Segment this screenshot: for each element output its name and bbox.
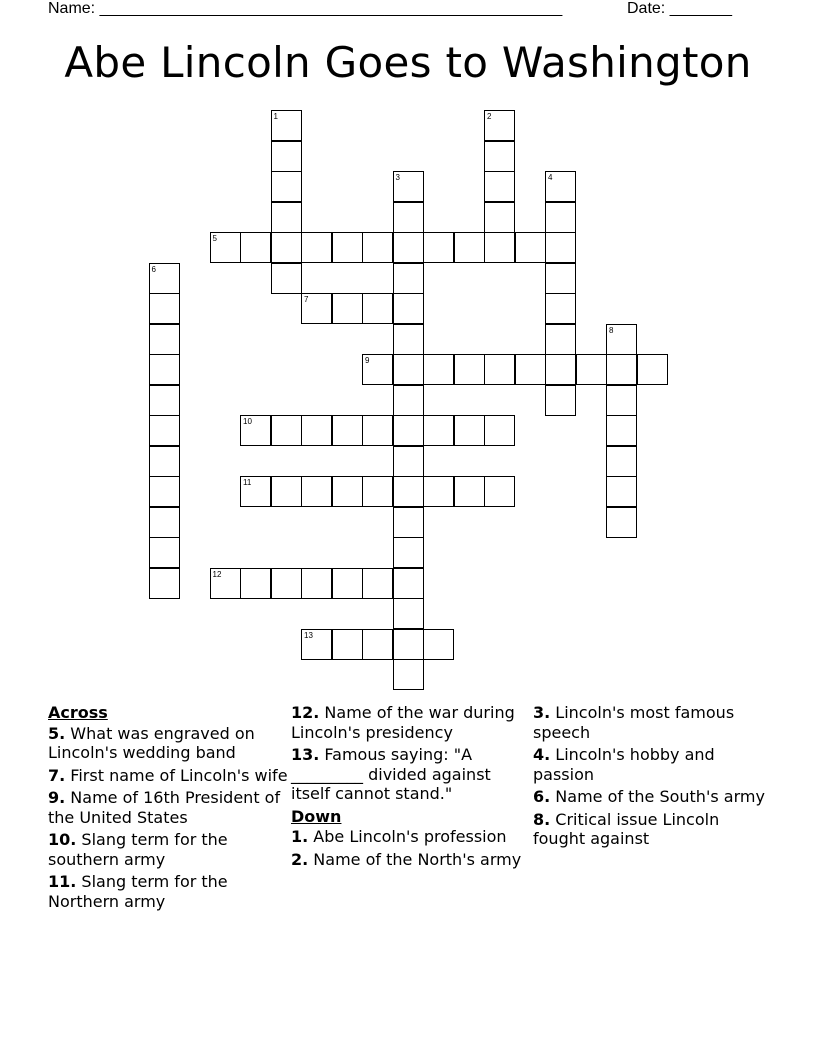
grid-cell[interactable] — [545, 202, 576, 233]
grid-cell[interactable] — [332, 415, 363, 446]
grid-cell[interactable] — [393, 598, 424, 629]
grid-cell[interactable] — [393, 354, 424, 385]
clue-number: 9 — [365, 356, 370, 365]
grid-cell[interactable] — [271, 171, 302, 202]
grid-cell[interactable] — [332, 568, 363, 599]
grid-cell[interactable] — [149, 446, 180, 477]
grid-cell[interactable] — [454, 476, 485, 507]
grid-cell[interactable] — [606, 385, 637, 416]
grid-cell[interactable] — [423, 415, 454, 446]
grid-cell[interactable] — [393, 476, 424, 507]
grid-cell[interactable] — [362, 232, 393, 263]
grid-cell[interactable] — [210, 232, 241, 263]
clue-number: 12. — [291, 703, 320, 722]
grid-cell[interactable] — [393, 415, 424, 446]
down-clue — [291, 827, 531, 847]
grid-cell[interactable] — [484, 415, 515, 446]
clue-text: Abe Lincoln's profession — [308, 827, 507, 846]
clue-text: Lincoln's most famous speech — [533, 703, 735, 742]
grid-cell[interactable] — [271, 476, 302, 507]
name-field[interactable]: Name: ____________________________________________________ — [48, 0, 563, 17]
grid-cell[interactable] — [301, 568, 332, 599]
grid-cell[interactable] — [484, 202, 515, 233]
clues-column-3 — [533, 703, 773, 852]
clue-text: Slang term for the Northern army — [48, 872, 228, 911]
grid-cell[interactable] — [271, 141, 302, 172]
grid-cell[interactable] — [454, 232, 485, 263]
clue-text: Name of 16th President of the United States — [48, 788, 281, 827]
clue-number: 10 — [243, 417, 252, 426]
grid-cell[interactable] — [149, 537, 180, 568]
grid-cell[interactable] — [149, 476, 180, 507]
grid-cell[interactable] — [484, 141, 515, 172]
grid-cell[interactable] — [149, 507, 180, 538]
grid-cell[interactable] — [545, 293, 576, 324]
clue-number: 11. — [48, 872, 77, 891]
down-clue — [533, 745, 773, 784]
clue-number: 8. — [533, 809, 551, 829]
grid-cell[interactable] — [393, 324, 424, 355]
grid-cell[interactable] — [606, 354, 637, 385]
clue-text: Famous saying: "A _________ divided against itself cannot stand." — [291, 745, 491, 803]
grid-cell[interactable] — [606, 476, 637, 507]
grid-cell[interactable] — [393, 537, 424, 568]
across-clue — [48, 872, 288, 911]
grid-cell[interactable] — [362, 476, 393, 507]
grid-cell[interactable] — [393, 263, 424, 294]
grid-cell[interactable] — [332, 629, 363, 660]
grid-cell[interactable] — [362, 293, 393, 324]
grid-cell[interactable] — [393, 507, 424, 538]
grid-cell[interactable] — [240, 232, 271, 263]
clue-text: Name of the North's army — [308, 849, 522, 869]
grid-cell[interactable] — [149, 324, 180, 355]
grid-cell[interactable] — [484, 110, 515, 141]
across-clue — [48, 766, 288, 786]
clue-number: 5. — [48, 723, 66, 743]
clue-text: What was engraved on Lincoln's wedding band — [48, 723, 255, 762]
clue-number: 2 — [487, 112, 492, 121]
grid-cell[interactable] — [240, 568, 271, 599]
down-heading: Down — [291, 806, 342, 826]
grid-cell[interactable] — [271, 263, 302, 294]
grid-cell[interactable] — [271, 568, 302, 599]
grid-cell[interactable] — [149, 568, 180, 599]
clue-number: 6 — [151, 264, 156, 274]
clue-number: 1. — [291, 827, 309, 846]
grid-cell[interactable] — [423, 232, 454, 263]
grid-cell[interactable] — [149, 385, 180, 416]
grid-cell[interactable] — [240, 476, 271, 507]
grid-cell[interactable] — [271, 110, 302, 141]
grid-cell[interactable] — [393, 385, 424, 416]
clue-number: 1 — [273, 112, 278, 121]
clue-number: 7. — [48, 765, 66, 785]
grid-cell[interactable] — [454, 354, 485, 385]
clue-number: 10. — [48, 830, 77, 849]
grid-cell[interactable] — [606, 324, 637, 355]
grid-cell[interactable] — [271, 232, 302, 263]
grid-cell[interactable] — [423, 476, 454, 507]
clue-number: 13 — [304, 630, 313, 640]
grid-cell[interactable] — [484, 232, 515, 263]
grid-cell[interactable] — [576, 354, 607, 385]
down-clue — [291, 850, 531, 870]
grid-cell[interactable] — [210, 568, 241, 599]
grid-cell[interactable] — [393, 629, 424, 660]
grid-cell[interactable] — [301, 293, 332, 324]
grid-cell[interactable] — [301, 415, 332, 446]
grid-cell[interactable] — [484, 171, 515, 202]
grid-cell[interactable] — [545, 263, 576, 294]
grid-cell[interactable] — [301, 476, 332, 507]
clue-number: 3. — [533, 703, 551, 722]
clue-number: 12 — [212, 569, 222, 579]
clue-text: Lincoln's hobby and passion — [533, 745, 715, 784]
grid-cell[interactable] — [149, 263, 180, 294]
grid-cell[interactable] — [545, 324, 576, 355]
grid-cell[interactable] — [606, 507, 637, 538]
grid-cell[interactable] — [362, 415, 393, 446]
grid-cell[interactable] — [545, 385, 576, 416]
across-clue — [48, 788, 288, 827]
clue-number: 9. — [48, 788, 66, 807]
grid-cell[interactable] — [454, 415, 485, 446]
date-field[interactable]: Date: _______ — [627, 0, 732, 17]
grid-cell[interactable] — [545, 232, 576, 263]
grid-cell[interactable] — [484, 476, 515, 507]
page-title: Abe Lincoln Goes to Washington — [64, 38, 752, 87]
clue-text: Slang term for the southern army — [48, 830, 228, 869]
grid-cell[interactable] — [362, 354, 393, 385]
clue-number: 11 — [243, 478, 252, 487]
grid-cell[interactable] — [484, 354, 515, 385]
grid-cell[interactable] — [271, 202, 302, 233]
grid-cell[interactable] — [362, 568, 393, 599]
clue-number: 6. — [533, 787, 551, 806]
grid-cell[interactable] — [423, 629, 454, 660]
grid-cell[interactable] — [545, 354, 576, 385]
grid-cell[interactable] — [271, 415, 302, 446]
clue-text: First name of Lincoln's wife — [65, 765, 288, 785]
grid-cell[interactable] — [515, 354, 546, 385]
grid-cell[interactable] — [362, 629, 393, 660]
across-clue — [48, 724, 288, 763]
clue-number: 4 — [548, 173, 553, 182]
clue-number: 2. — [291, 849, 309, 869]
grid-cell[interactable] — [149, 293, 180, 324]
clue-text: Name of the South's army — [550, 787, 765, 806]
grid-cell[interactable] — [332, 232, 363, 263]
grid-cell[interactable] — [545, 171, 576, 202]
down-clue — [533, 703, 773, 742]
across-clue — [291, 703, 531, 742]
across-clue — [291, 745, 531, 804]
down-clue — [533, 787, 773, 807]
clue-text: Name of the war during Lincoln's presidency — [291, 703, 515, 742]
grid-cell[interactable] — [393, 293, 424, 324]
clue-number: 13. — [291, 745, 320, 764]
clues-column-1 — [48, 703, 288, 914]
grid-cell[interactable] — [240, 415, 271, 446]
down-clue — [533, 810, 773, 849]
grid-cell[interactable] — [393, 202, 424, 233]
clue-number: 4. — [533, 745, 551, 764]
clue-number: 7 — [304, 295, 309, 304]
clues-column-2 — [291, 703, 531, 872]
clue-number: 5 — [212, 234, 217, 243]
clue-text: Critical issue Lincoln fought against — [533, 809, 720, 848]
grid-cell[interactable] — [515, 232, 546, 263]
across-clue — [48, 830, 288, 869]
grid-cell[interactable] — [149, 415, 180, 446]
grid-cell[interactable] — [332, 476, 363, 507]
grid-cell[interactable] — [606, 415, 637, 446]
grid-cell[interactable] — [149, 354, 180, 385]
grid-cell[interactable] — [393, 446, 424, 477]
grid-cell[interactable] — [393, 568, 424, 599]
grid-cell[interactable] — [606, 446, 637, 477]
clue-number: 3 — [395, 173, 400, 182]
grid-cell[interactable] — [393, 659, 424, 690]
clue-number: 8 — [609, 325, 614, 335]
grid-cell[interactable] — [637, 354, 668, 385]
grid-cell[interactable] — [301, 629, 332, 660]
grid-cell[interactable] — [423, 354, 454, 385]
grid-cell[interactable] — [393, 171, 424, 202]
grid-cell[interactable] — [332, 293, 363, 324]
grid-cell[interactable] — [393, 232, 424, 263]
across-heading: Across — [48, 703, 108, 722]
grid-cell[interactable] — [301, 232, 332, 263]
